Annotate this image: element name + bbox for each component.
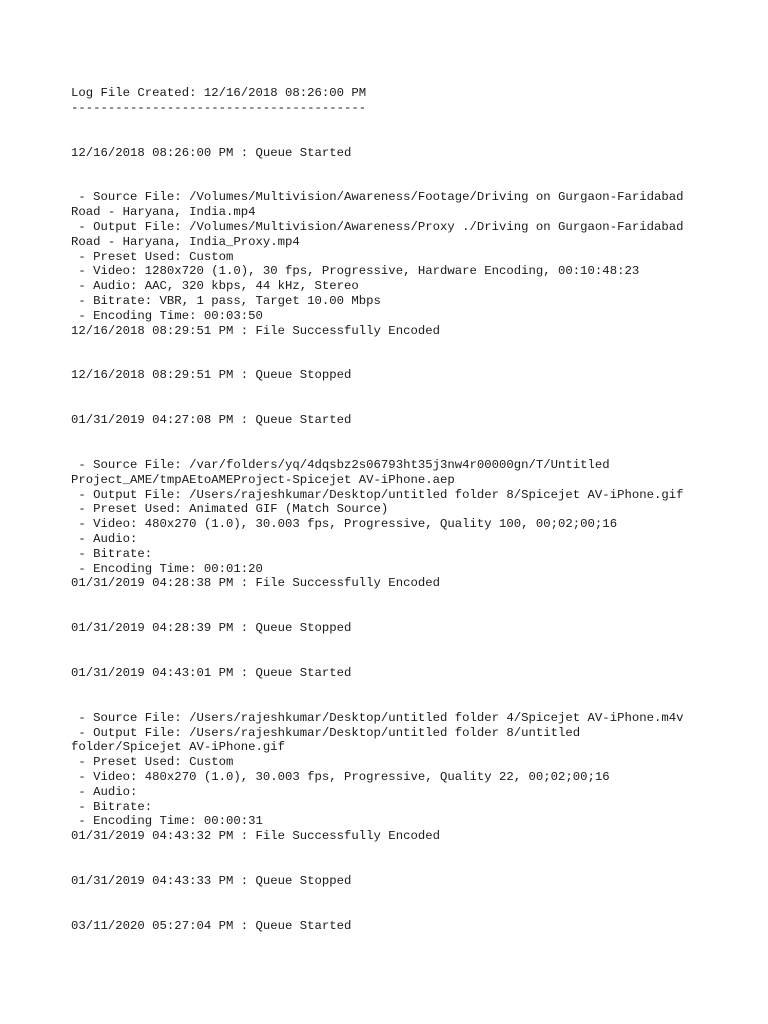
queue-started-line: 03/11/2020 05:27:04 PM : Queue Started [71, 918, 352, 933]
separator-line: ---------------------------------------- [71, 100, 367, 115]
detail-line: - Bitrate: VBR, 1 pass, Target 10.00 Mbps [71, 293, 381, 308]
detail-line: - Video: 480x270 (1.0), 30.003 fps, Progressive, Quality 100, 00;02;00;16 [71, 517, 618, 532]
log-created-line: Log File Created: 12/16/2018 08:26:00 PM [71, 86, 367, 100]
detail-line: - Preset Used: Animated GIF (Match Source) [71, 502, 389, 517]
queue-started-line: 01/31/2019 04:27:08 PM : Queue Started [71, 413, 352, 428]
detail-line: - Output File: /Users/rajeshkumar/Desktop/untitled folder 8/Spicejet AV-iPhone.gif [71, 487, 684, 502]
queue-stopped-line: 01/31/2019 04:28:39 PM : Queue Stopped [71, 621, 352, 636]
detail-line: folder/Spicejet AV-iPhone.gif [71, 740, 286, 755]
detail-line: - Source File: /Users/rajeshkumar/Desktop/untitled folder 4/Spicejet AV-iPhone.m4v [71, 710, 684, 725]
file-encoded-line: 12/16/2018 08:29:51 PM : File Successfully Encoded [71, 323, 440, 338]
detail-line: - Encoding Time: 00:03:50 [71, 308, 263, 323]
detail-line: - Preset Used: Custom [71, 755, 234, 770]
detail-line: - Audio: [71, 784, 138, 799]
detail-line: Road - Haryana, India_Proxy.mp4 [71, 234, 300, 249]
detail-line: Project_AME/tmpAEtoAMEProject-Spicejet AV-iPhone.aep [71, 472, 455, 487]
detail-line: - Audio: AAC, 320 kbps, 44 kHz, Stereo [71, 279, 359, 294]
detail-line: - Source File: /Volumes/Multivision/Awareness/Footage/Driving on Gurgaon-Faridabad [71, 190, 684, 205]
detail-line: - Encoding Time: 00:01:20 [71, 561, 263, 576]
file-encoded-line: 01/31/2019 04:28:38 PM : File Successfully Encoded [71, 576, 440, 591]
detail-line: - Video: 480x270 (1.0), 30.003 fps, Progressive, Quality 22, 00;02;00;16 [71, 769, 610, 784]
detail-line: - Output File: /Volumes/Multivision/Awareness/Proxy ./Driving on Gurgaon-Faridabad [71, 219, 684, 234]
detail-line: - Bitrate: [71, 799, 153, 814]
detail-line: - Encoding Time: 00:00:31 [71, 814, 263, 829]
detail-line: - Video: 1280x720 (1.0), 30 fps, Progressive, Hardware Encoding, 00:10:48:23 [71, 264, 640, 279]
queue-started-line: 12/16/2018 08:26:00 PM : Queue Started [71, 145, 352, 160]
queue-started-line: 01/31/2019 04:43:01 PM : Queue Started [71, 665, 352, 680]
detail-line: Road - Haryana, India.mp4 [71, 205, 256, 220]
detail-line: - Audio: [71, 531, 138, 546]
log-text [71, 86, 751, 933]
detail-line: - Preset Used: Custom [71, 249, 234, 264]
detail-line: - Output File: /Users/rajeshkumar/Desktop/untitled folder 8/untitled [71, 725, 581, 740]
queue-stopped-line: 01/31/2019 04:43:33 PM : Queue Stopped [71, 873, 352, 888]
queue-stopped-line: 12/16/2018 08:29:51 PM : Queue Stopped [71, 368, 352, 383]
detail-line: - Source File: /var/folders/yq/4dqsbz2s06793ht35j3nw4r00000gn/T/Untitled [71, 457, 610, 472]
file-encoded-line: 01/31/2019 04:43:32 PM : File Successfully Encoded [71, 829, 440, 844]
detail-line: - Bitrate: [71, 546, 153, 561]
